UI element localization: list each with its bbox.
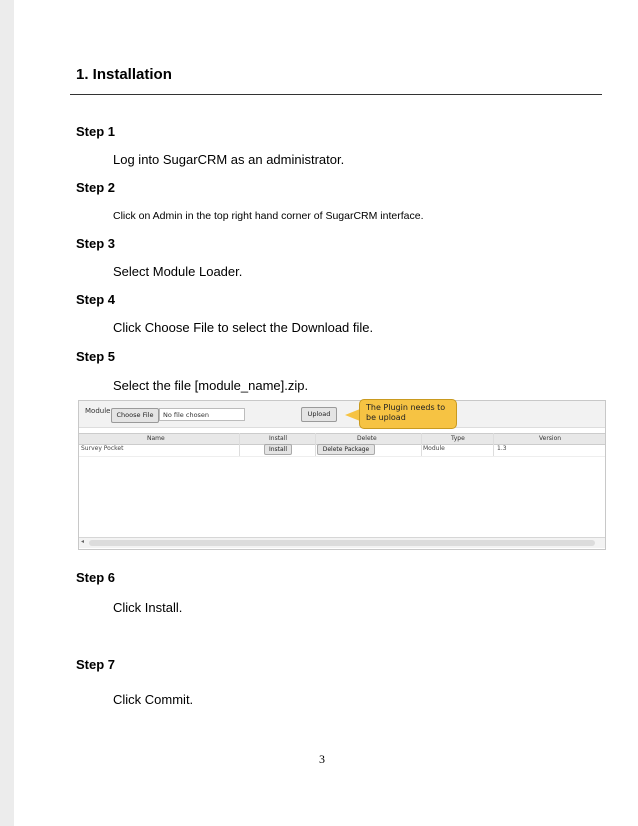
row-name: Survey Pocket (81, 445, 124, 452)
upload-button[interactable]: Upload (301, 407, 337, 422)
step-7-text: Click Commit. (113, 692, 194, 707)
step-1-label: Step 1 (76, 124, 116, 139)
step-2-label: Step 2 (76, 180, 116, 195)
page-number: 3 (319, 752, 325, 766)
col-name: Name (147, 435, 165, 442)
module-label: Module (85, 407, 111, 415)
delete-package-button[interactable]: Delete Package (317, 444, 375, 455)
choose-file-button[interactable]: Choose File (111, 408, 159, 423)
upload-toolbar (79, 401, 605, 428)
step-5-text: Select the file [module_name].zip. (113, 378, 309, 393)
horizontal-scrollbar[interactable] (79, 537, 605, 548)
step-6-label: Step 6 (76, 570, 116, 585)
step-5-label: Step 5 (76, 349, 116, 364)
row-version: 1.3 (497, 445, 507, 452)
step-2-text: Click on Admin in the top right hand corner of SugarCRM interface. (113, 210, 424, 222)
step-4-label: Step 4 (76, 292, 116, 307)
step-1-text: Log into SugarCRM as an administrator. (113, 152, 345, 167)
step-3-text: Select Module Loader. (113, 264, 243, 279)
step-7-label: Step 7 (76, 657, 116, 672)
step-6-text: Click Install. (113, 600, 183, 615)
heading-rule (70, 94, 602, 95)
plugin-callout: The Plugin needs to be upload (359, 399, 457, 429)
col-type: Type (451, 435, 465, 442)
col-delete: Delete (357, 435, 377, 442)
file-chosen-field[interactable]: No file chosen (159, 408, 245, 421)
step-4-text: Click Choose File to select the Download file. (113, 320, 374, 335)
step-3-label: Step 3 (76, 236, 116, 251)
module-loader-screenshot (78, 400, 606, 550)
col-install: Install (269, 435, 288, 442)
callout-pointer (345, 409, 360, 421)
document-page (14, 0, 638, 826)
scrollbar-thumb[interactable] (89, 540, 595, 546)
install-button[interactable]: Install (264, 444, 292, 455)
scroll-left-icon[interactable]: ◂ (81, 538, 85, 545)
section-heading: 1. Installation (76, 66, 172, 83)
col-version: Version (539, 435, 562, 442)
table-row (79, 444, 605, 457)
row-type: Module (423, 445, 445, 452)
